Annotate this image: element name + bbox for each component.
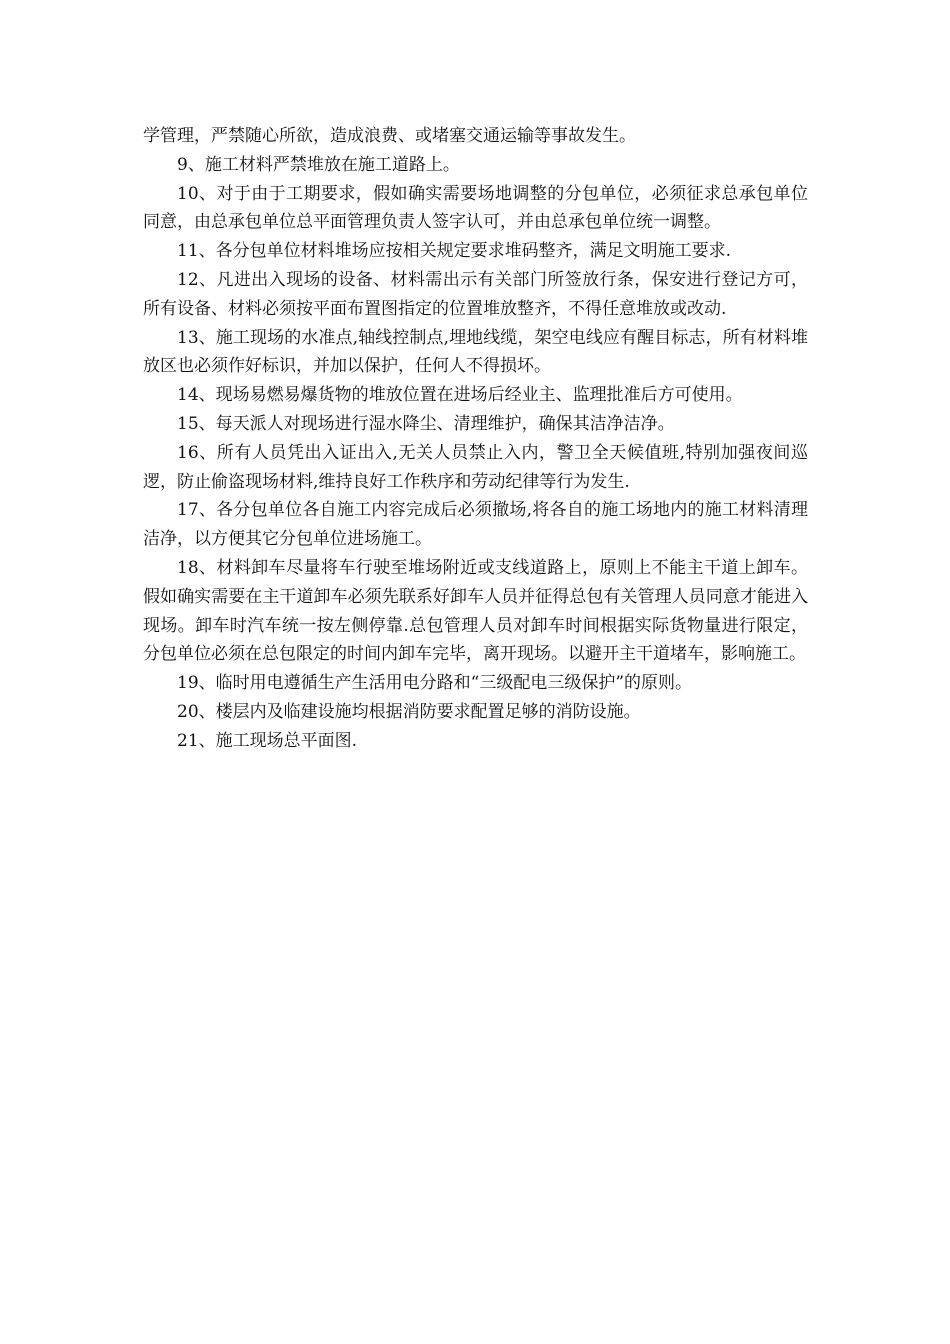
document-body: [143, 122, 808, 756]
paragraph-continuation: 学管理，严禁随心所欲，造成浪费、或堵塞交通运输等事故发生。: [143, 126, 636, 146]
paragraph-item-17: 17、各分包单位各自施工内容完成后必须撤场,将各自的施工场地内的施工材料清理洁净，以方便其它分包单位进场施工。: [143, 500, 808, 550]
paragraph-item-14: 14、现场易燃易爆货物的堆放位置在进场后经业主、监理批准后方可使用。: [177, 385, 743, 406]
paragraph-item-16: 16、所有人员凭出入证出入,无关人员禁止入内，警卫全天候值班,特别加强夜间巡逻，防止偷盗现场材料,维持良好工作秩序和劳动纪律等行为发生.: [143, 442, 808, 492]
paragraph-item-18: 18、材料卸车尽量将车行驶至堆场附近或支线道路上，原则上不能主干道上卸车。假如确实需要在主干道卸车必须先联系好卸车人员并征得总包有关管理人员同意才能进入现场。卸车时汽车统一按左侧停靠.总包管理人员对卸车时间根据实际货物量进行限定，分包单位必须在总包限定的时间内卸车完毕，离开现场。以避开主干道堵车，影响施工。: [143, 557, 808, 665]
paragraph-item-12: 12、凡进出入现场的设备、材料需出示有关部门所签放行条，保安进行登记方可，所有设备、材料必须按平面布置图指定的位置堆放整齐，不得任意堆放或改动.: [143, 269, 808, 319]
paragraph-item-15: 15、每天派人对现场进行湿水降尘、清理维护，确保其洁净洁净。: [177, 413, 675, 434]
paragraph-item-11: 11、各分包单位材料堆场应按相关规定要求堆码整齐，满足文明施工要求.: [177, 241, 732, 262]
paragraph-item-21: 21、施工现场总平面图.: [177, 730, 358, 751]
paragraph-item-20: 20、楼层内及临建设施均根据消防要求配置足够的消防设施。: [177, 701, 641, 722]
paragraph-item-19: 19、临时用电遵循生产生活用电分路和“三级配电三级保护”的原则。: [177, 673, 693, 694]
paragraph-item-10: 10、对于由于工期要求，假如确实需要场地调整的分包单位，必须征求总承包单位同意，由总承包单位总平面管理负责人签字认可，并由总承包单位统一调整。: [143, 183, 808, 233]
paragraph-item-9: 9、施工材料严禁堆放在施工道路上。: [177, 154, 460, 175]
paragraph-item-13: 13、施工现场的水准点,轴线控制点,埋地线缆，架空电线应有醒目标志，所有材料堆放区也必须作好标识，并加以保护，任何人不得损坏。: [143, 327, 808, 377]
